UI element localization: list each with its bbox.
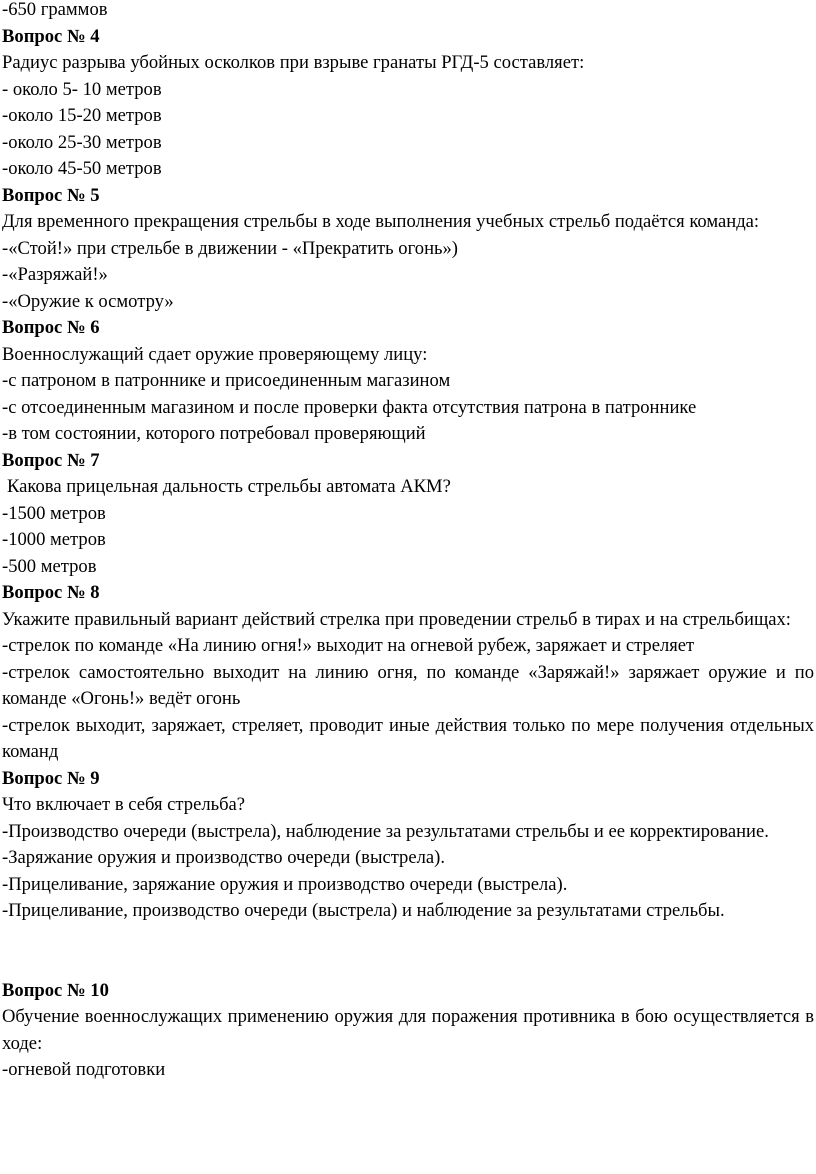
question-text: Военнослужащий сдает оружие проверяющему лицу: — [2, 343, 428, 365]
question-title: Вопрос № 4 — [2, 25, 100, 47]
question-text: Что включает в себя стрельба? — [2, 794, 246, 815]
answer-option: -Заряжание оружия и производство очереди (выстрела). — [2, 847, 445, 868]
question-text: Укажите правильный вариант действий стрелка при проведении стрельб в тирах и на стрельбищах: — [2, 608, 791, 630]
answer-option: - около 5- 10 метров — [2, 78, 162, 100]
question-text: Какова прицельная дальность стрельбы автомата АКМ? — [7, 476, 451, 497]
answer-option: -около 45-50 метров — [2, 158, 162, 179]
answer-option: -650 граммов — [2, 0, 108, 20]
question-title: Вопрос № 7 — [2, 449, 100, 471]
question-text: Обучение военнослужащих применению оружия для поражения противника в бою осуществляется в ходе: — [2, 1006, 814, 1054]
answer-option: -с отсоединенным магазином и после проверки факта отсутствия патрона в патроннике — [2, 396, 697, 418]
answer-option: -стрелок по команде «На линию огня!» выходит на огневой рубеж, заряжает и стреляет — [2, 635, 695, 656]
document-page — [2, 0, 814, 1084]
question-title: Вопрос № 9 — [2, 767, 100, 789]
answer-option: -«Разряжай!» — [2, 264, 108, 285]
blank-line — [2, 925, 814, 952]
question-title: Вопрос № 5 — [2, 184, 100, 206]
answer-option: -с патроном в патроннике и присоединенным магазином — [2, 370, 451, 391]
question-title: Вопрос № 10 — [2, 979, 109, 1001]
question-text: Для временного прекращения стрельбы в ходе выполнения учебных стрельб подаётся команда: — [2, 211, 760, 232]
answer-option: -стрелок выходит, заряжает, стреляет, проводит иные действия только по мере получения отдельных команд — [2, 714, 814, 762]
answer-option: -около 25-30 метров — [2, 131, 162, 153]
answer-option: -Прицеливание, заряжание оружия и производство очереди (выстрела). — [2, 873, 568, 895]
answer-option: -в том состоянии, которого потребовал проверяющий — [2, 423, 426, 444]
answer-option: -500 метров — [2, 555, 97, 577]
answer-option: -1000 метров — [2, 529, 106, 550]
answer-option: -«Стой!» при стрельбе в движении - «Прекратить огонь») — [2, 237, 458, 259]
answer-option: -1500 метров — [2, 502, 106, 524]
blank-line — [2, 951, 814, 978]
answer-option: -огневой подготовки — [2, 1059, 166, 1080]
question-title: Вопрос № 6 — [2, 317, 100, 338]
answer-option: -«Оружие к осмотру» — [2, 290, 174, 312]
answer-option: -Производство очереди (выстрела), наблюдение за результатами стрельбы и ее корректирование. — [2, 820, 769, 842]
question-text: Радиус разрыва убойных осколков при взрыве гранаты РГД-5 составляет: — [2, 52, 585, 73]
answer-option: -стрелок самостоятельно выходит на линию огня, по команде «Заряжай!» заряжает оружие и по команде «Огонь!» ведёт огонь — [2, 661, 814, 709]
answer-option: -Прицеливание, производство очереди (выстрела) и наблюдение за результатами стрельбы. — [2, 900, 725, 921]
question-title: Вопрос № 8 — [2, 582, 100, 603]
answer-option: -около 15-20 метров — [2, 105, 162, 126]
